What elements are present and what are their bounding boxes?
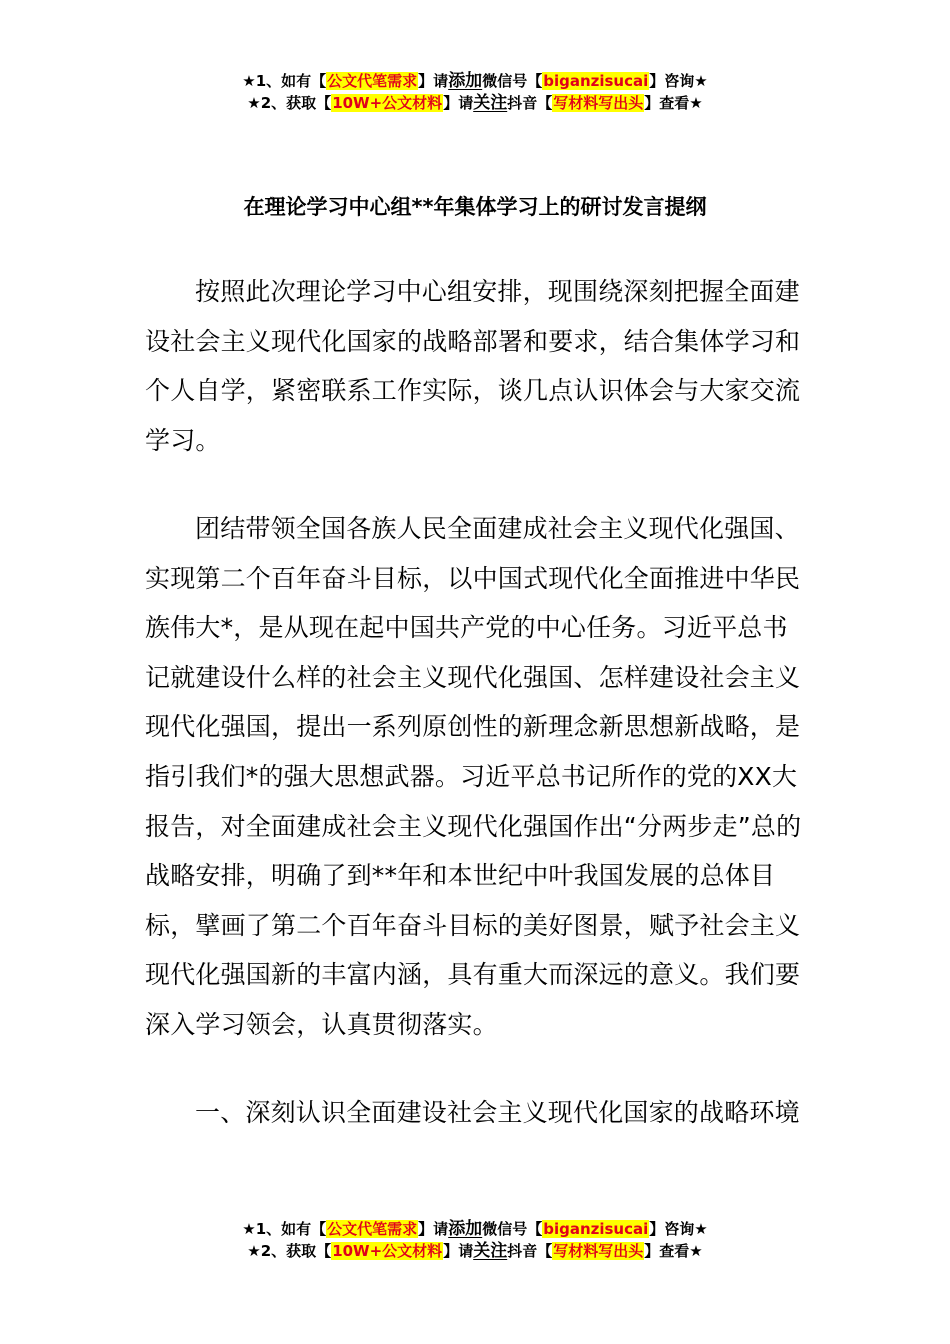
highlight-douyin: 写材料写出头 [553,1242,644,1260]
banner-line-1: ★1、如有【公文代笔需求】请添加微信号【biganzisucai】咨询★ [242,71,708,91]
section-heading [145,1088,807,1138]
star-icon: ★ [242,1220,256,1238]
paragraph-intro [145,267,807,465]
paragraph-body [145,504,807,1050]
emphasis-add: 添加 [448,1219,483,1239]
paragraph-text: 按照此次理论学习中心组安排，现围绕深刻把握全面建设社会主义现代化国家的战略部署和要求，结合集体学习和个人自学，紧密联系工作实际，谈几点认识体会与大家交流学习。 [145,277,801,455]
paragraph-text: 一、深刻认识全面建设社会主义现代化国家的战略环境 [195,1098,800,1127]
highlight-materials: 10W+公文材料 [332,94,443,112]
star-icon: ★ [242,72,256,90]
banner-line-2: ★2、获取【10W+公文材料】请关注抖音【写材料写出头】查看★ [247,93,703,113]
paragraph-text: 团结带领全国各族人民全面建成社会主义现代化强国、实现第二个百年奋斗目标，以中国式现代化全面推进中华民族伟大*，是从现在起中国共产党的中心任务。习近平总书记就建设什么样的社会主义现代化强国、怎样建设社会主义现代化强国，提出一系列原创性的新理念新思想新战略，是指引我们*的强大思想武器。习近平总书记所作的党的XX大报告，对全面建成社会主义现代化强国作出“分两步走”总的战略安排，明确了到**年和本世纪中叶我国发展的总体目标，擘画了第二个百年奋斗目标的美好图景，赋予社会主义现代化强国新的丰富内涵，具有重大而深远的意义。我们要深入学习领会，认真贯彻落实。 [145,514,802,1039]
banner-line-2: ★2、获取【10W+公文材料】请关注抖音【写材料写出头】查看★ [247,1241,703,1261]
highlight-materials: 10W+公文材料 [332,1242,443,1260]
emphasis-follow: 关注 [473,93,508,113]
emphasis-follow: 关注 [473,1241,508,1261]
highlight-service: 公文代笔需求 [327,1220,418,1238]
emphasis-add: 添加 [448,71,483,91]
star-icon: ★ [247,1242,261,1260]
highlight-service: 公文代笔需求 [327,72,418,90]
document-title: 在理论学习中心组**年集体学习上的研讨发言提纲 [243,195,707,219]
banner-line-1: ★1、如有【公文代笔需求】请添加微信号【biganzisucai】咨询★ [242,1219,708,1239]
highlight-wechat-id: biganzisucai [543,1220,649,1238]
bottom-banner [0,1218,950,1262]
top-banner [0,70,950,114]
star-icon: ★ [247,94,261,112]
highlight-wechat-id: biganzisucai [543,72,649,90]
highlight-douyin: 写材料写出头 [553,94,644,112]
